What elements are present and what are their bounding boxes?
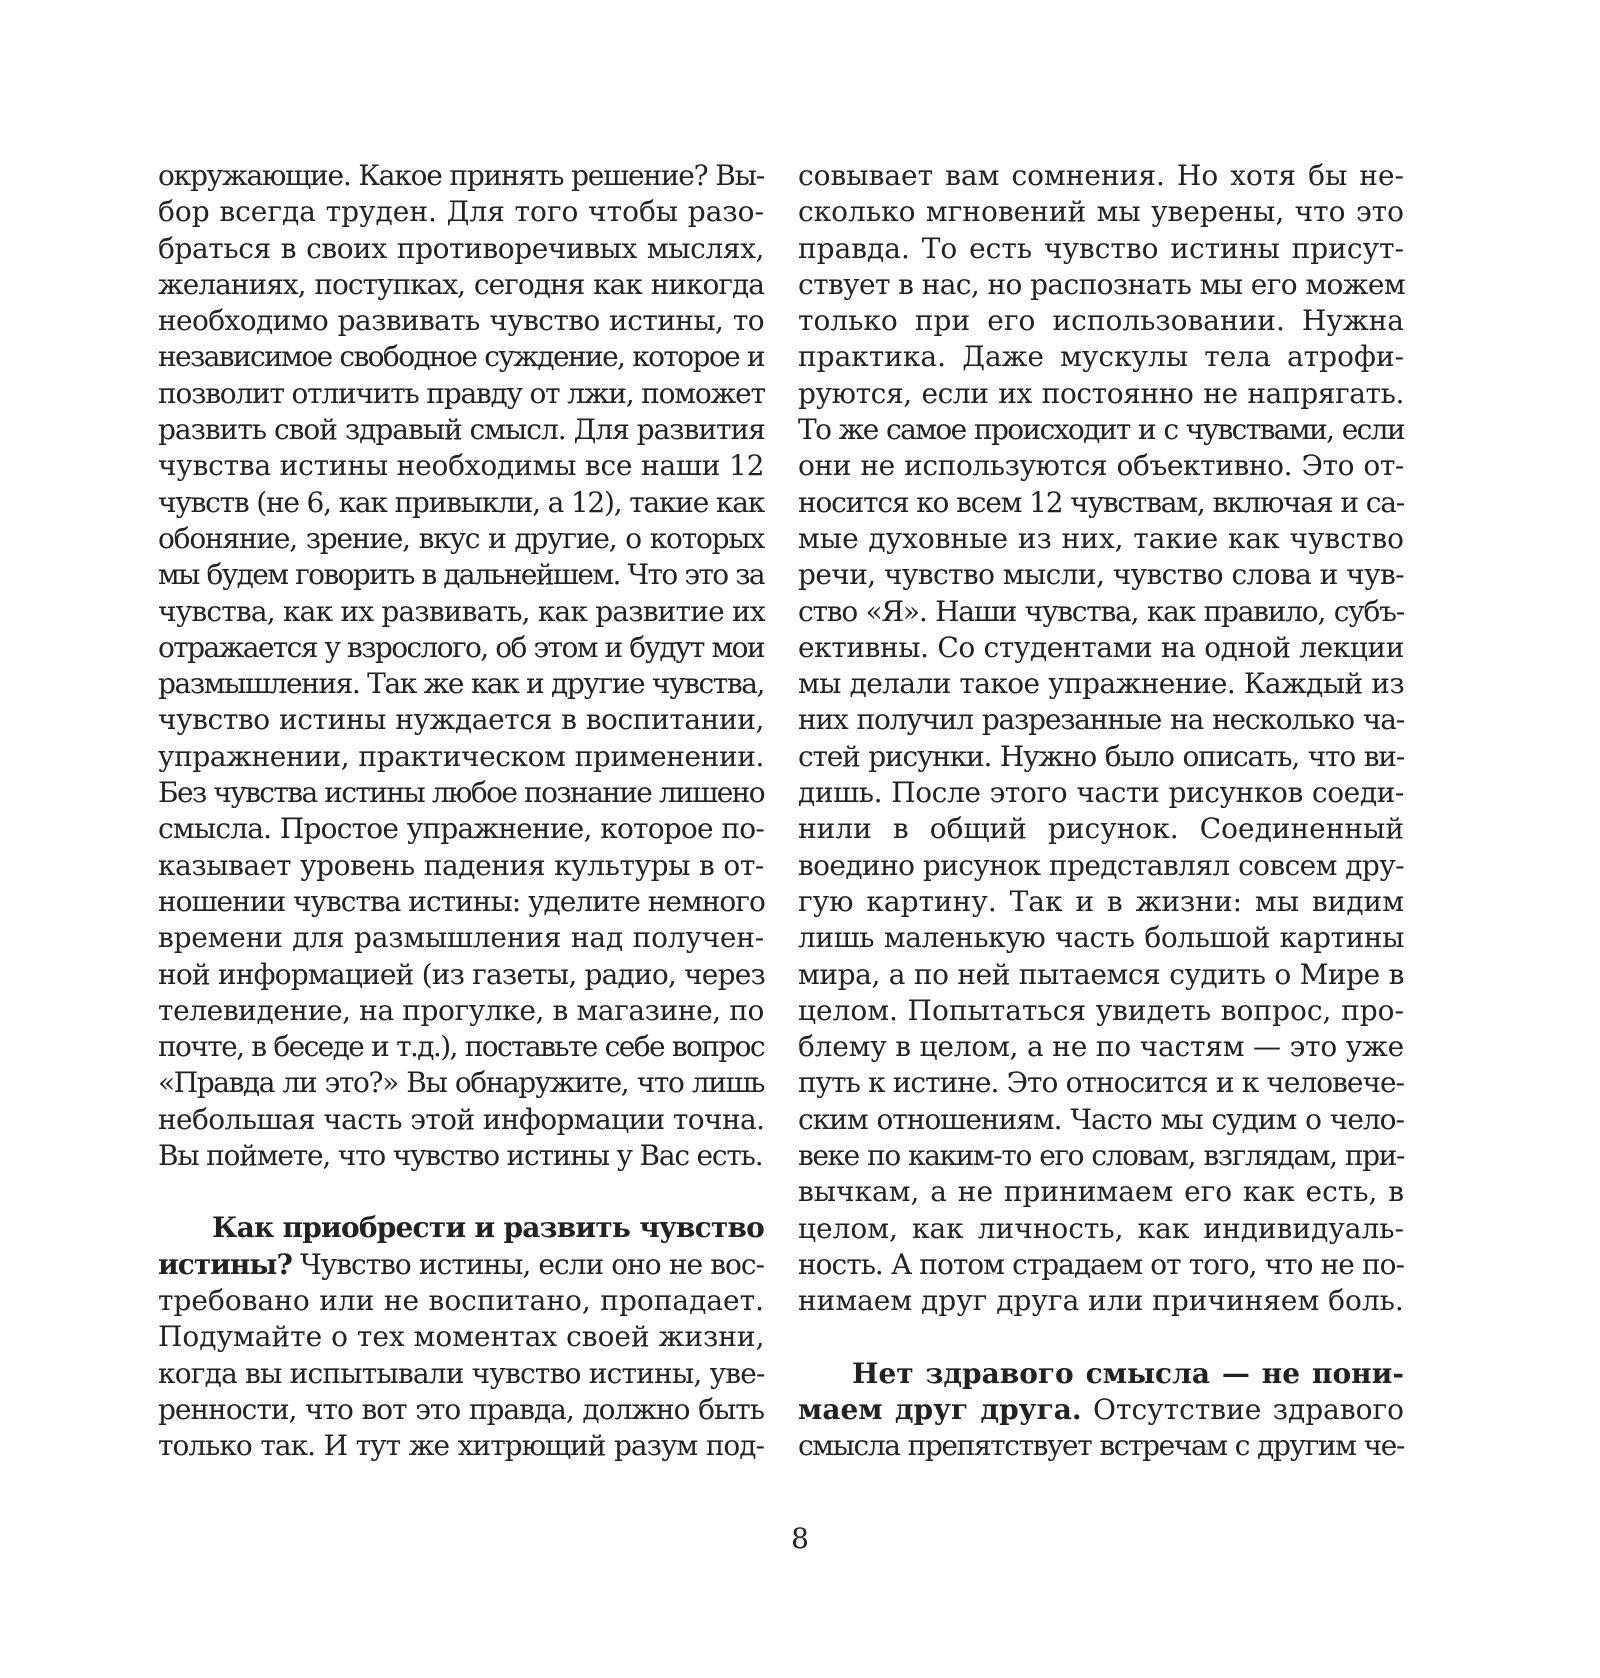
left-heading-line-2: [158, 1247, 764, 1283]
text-line: правда. То есть чувство истины присут-: [798, 231, 1404, 265]
text-line: стей рисунки. Нужно было описать, что ви-: [798, 739, 1404, 773]
right-paragraph: [798, 158, 1404, 1320]
right-heading-bold-continued: маем друг друга.: [798, 1392, 1082, 1426]
text-line: чувств (не 6, как привыкли, а 12), такие как: [158, 485, 764, 519]
page-number: 8: [791, 1522, 809, 1555]
left-column: [158, 158, 764, 1464]
text-line: смысла. Простое упражнение, которое по-: [158, 812, 764, 846]
text-line: гую картину. Так и в жизни: мы видим: [798, 884, 1404, 918]
text-line: браться в своих противоречивых мыслях,: [158, 231, 764, 265]
text-line: целом. Попытаться увидеть вопрос, про-: [798, 993, 1404, 1027]
text-line: путь к истине. Это относится и к человече-: [798, 1066, 1404, 1100]
text-line: бор всегда труден. Для того чтобы разо-: [158, 195, 764, 229]
text-line: окружающие. Какое принять решение? Вы-: [158, 159, 764, 192]
text-line: небольшая часть этой информации точна.: [158, 1102, 765, 1136]
text-line: мые духовные из них, такие как чувство: [798, 521, 1404, 555]
right-heading-text: Отсутствие здравого: [1081, 1392, 1404, 1426]
text-line: размышления. Так же как и другие чувства,: [158, 667, 764, 701]
right-paragraph-continued: [798, 1428, 1404, 1464]
text-line: обоняние, зрение, вкус и другие, о которых: [158, 521, 764, 555]
left-heading-line-1: [158, 1210, 764, 1246]
text-line: ским отношениям. Часто мы судим о чело-: [798, 1102, 1404, 1136]
text-line: смысла препятствует встречам с другим че-: [798, 1429, 1404, 1463]
text-line: Без чувства истины любое познание лишено: [158, 776, 764, 810]
text-line: ствует в нас, но распознать мы его можем: [798, 267, 1406, 301]
text-line: практика. Даже мускулы тела атрофи-: [798, 340, 1404, 374]
text-line: почте, в беседе и т.д.), поставьте себе вопрос: [158, 1030, 764, 1064]
text-line: требовано или не воспитано, пропадает.: [158, 1283, 764, 1317]
text-line: развить свой здравый смысл. Для развития: [158, 413, 765, 447]
text-line: сколько мгновений мы уверены, что это: [798, 195, 1404, 229]
text-line: блему в целом, а не по частям — это уже: [798, 1030, 1404, 1064]
text-line: них получил разрезанные на несколько ча-: [798, 703, 1404, 737]
text-line: независимое свободное суждение, которое и: [158, 340, 764, 374]
left-paragraph: [158, 158, 764, 1174]
left-paragraph-continued: [158, 1283, 764, 1464]
text-line: они не используются объективно. Это от-: [798, 449, 1404, 483]
text-line: речи, чувство мысли, чувство слова и чув-: [798, 558, 1404, 592]
text-line: «Правда ли это?» Вы обнаружите, что лишь: [158, 1066, 764, 1100]
text-line: позволит отличить правду от лжи, поможет: [158, 376, 765, 410]
text-line: носится ко всем 12 чувствам, включая и са-: [798, 485, 1404, 519]
text-line: руются, если их постоянно не напрягать.: [798, 376, 1404, 410]
left-heading-bold-continued: истины?: [158, 1247, 292, 1281]
text-line: То же самое происходит и с чувствами, если: [798, 413, 1404, 447]
text-line: телевидение, на прогулке, в магазине, по: [158, 993, 764, 1027]
text-line: чувства истины необходимы все наши 12: [158, 449, 765, 483]
text-line: упражнении, практическом применении.: [158, 739, 764, 773]
text-line: отражается у взрослого, об этом и будут мои: [158, 630, 764, 664]
text-line: ность. А потом страдаем от того, что не по-: [798, 1247, 1404, 1281]
text-line: мира, а по ней пытаемся судить о Мире в: [798, 957, 1404, 991]
text-line: только при его использовании. Нужна: [798, 304, 1404, 338]
text-line: необходимо развивать чувство истины, то: [158, 304, 764, 338]
text-line: желаниях, поступках, сегодня как никогда: [158, 267, 764, 301]
text-line: Вы поймете, что чувство истины у Вас есть.: [158, 1139, 763, 1173]
text-line: лишь маленькую часть большой картины: [798, 921, 1404, 955]
text-line: совывает вам сомнения. Но хотя бы не-: [798, 159, 1404, 192]
text-line: ношении чувства истины: уделите немного: [158, 884, 765, 918]
right-heading-bold: Нет здравого смысла — не пони-: [852, 1356, 1404, 1390]
text-line: ство «Я». Наши чувства, как правило, субъ-: [798, 594, 1404, 628]
text-line: времени для размышления над получен-: [158, 921, 764, 955]
right-column: [798, 158, 1404, 1464]
text-line: Подумайте о тех моментах своей жизни,: [158, 1320, 765, 1354]
text-line: ренности, что вот это правда, должно быть: [158, 1392, 764, 1426]
text-line: вычкам, а не принимаем его как есть, в: [798, 1175, 1404, 1209]
right-heading-line-2: [798, 1392, 1404, 1428]
text-line: когда вы испытывали чувство истины, уве-: [158, 1356, 765, 1390]
text-line: целом, как личность, как индивидуаль-: [798, 1211, 1404, 1245]
text-line: нимаем друг друга или причиняем боль.: [798, 1284, 1404, 1318]
text-line: чувства, как их развивать, как развитие их: [158, 594, 765, 628]
text-line: только так. И тут же хитрющий разум под-: [158, 1429, 764, 1463]
left-heading-bold: Как приобрести и развить чувство: [212, 1211, 764, 1245]
text-line: ной информацией (из газеты, радио, через: [158, 957, 765, 991]
text-line: ективны. Со студентами на одной лекции: [798, 630, 1404, 664]
text-line: веке по каким-то его словам, взглядам, при-: [798, 1139, 1404, 1173]
text-line: воедино рисунок представлял совсем дру-: [798, 848, 1404, 882]
text-line: мы делали такое упражнение. Каждый из: [798, 667, 1404, 701]
text-line: нили в общий рисунок. Соединенный: [798, 812, 1404, 846]
right-heading-line-1: [798, 1356, 1404, 1392]
left-heading-text: Чувство истины, если оно не вос-: [291, 1247, 764, 1281]
text-line: казывает уровень падения культуры в от-: [158, 848, 764, 882]
text-line: мы будем говорить в дальнейшем. Что это за: [158, 558, 764, 592]
text-line: чувство истины нуждается в воспитании,: [158, 703, 764, 737]
text-line: дишь. После этого части рисунков соеди-: [798, 776, 1404, 810]
